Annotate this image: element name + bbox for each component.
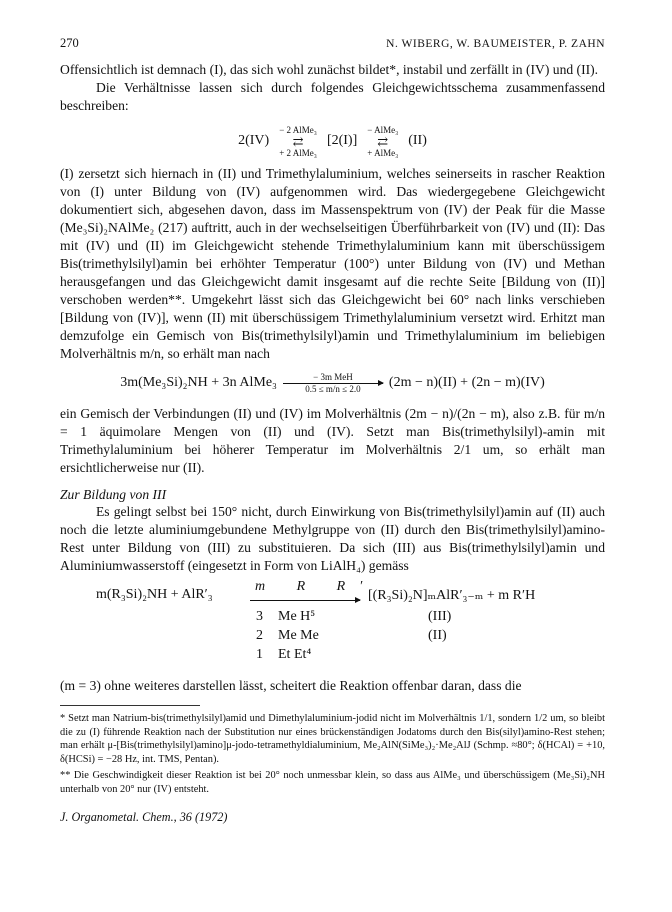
eq3-m: 3 [256,609,263,624]
eq3-table [256,607,378,664]
eq3-m: 1 [256,647,263,662]
page-number: 270 [60,36,79,50]
running-header [60,36,605,51]
eq1-left: 2(IV) [238,133,270,148]
footnote-1: * Setzt man Natrium-bis(trimethylsilyl)amid und Dimethylaluminium-jodid nicht im Molverhältnis 1/1, sondern 1/2 um, so bleibt die zu (I) führende Reaktion nach der Substitution nur eines brückenständigen Jodatoms durch den Bis(silyl)amino-Rest stehen; man erhält μ-[Bis(trimethylsilyl)amino]μ-jodo-tetramethyldialuminium, Me₂AlN(SiMe₃)₂·Me₂AlJ (Schmp. ≈80°; δ(HCAl) = +10, δ(HCSi) = −28 Hz, int. TMS, Pentan). [60,713,605,765]
footnote-2: ** Die Geschwindigkeit dieser Reaktion ist bei 20° noch unmessbar klein, so dass aus AlMe₃ und überschüssigem (Me₃Si)₂NH unterhalb von 20° nur (IV) entsteht. [60,770,605,795]
right-arrow-icon [250,600,360,601]
paragraph-6: (m = 3) ohne weiteres darstellen lässt, scheitert die Reaktion offenbar daran, dass die [60,678,522,693]
eq3-rhs: [(R₃Si)₂N]ₘAlR′₃₋ₘ + m R′H [368,588,536,603]
eq3-r: Me H⁵ [278,609,316,624]
eq3-r: Et Et⁴ [278,647,312,662]
paragraph-2: Die Verhältnisse lassen sich durch folgendes Gleichgewichtsschema zusammenfassend beschreiben: [60,80,605,113]
equilibrium-scheme [60,119,605,163]
eq2-arrow-top: − 3m MeH [313,371,353,382]
journal-reference: J. Organometal. Chem., 36 (1972) [60,810,228,824]
eq1-arrow-1 [279,125,317,158]
equilibrium-arrow-icon: ⇄ [377,133,389,149]
eq1-arrow1-bottom: + 2 AlMe₃ [279,147,317,158]
paragraph-3: (I) zersetzt sich hiernach in (II) und Trimethylaluminium, welches seinerseits in rascher Reaktion von (I) unter Bildung von (IV) aufgenommen wird. Das wiedergegebene Gleichgewicht dokumentiert sich, abgesehen davon, dass im Massenspektrum von (IV) der Peak für die Masse (Me₃Si)₂NAlMe₂ (217) auftritt, auch in der wechselseitigen Überführbarkeit von (IV) und (II): Das mit (IV) und (II) im Gleichgewicht stehende Trimethylaluminium kann mit überschüssigem Bis(trimethylsilyl)amin bei erhöhter Temperatur (100°) unter Bildung von (IV) und Methan herausgefangen und das Gleichgewicht damit insgesamt auf die rechte Seite [Bildung von (II)] verschoben werden**. Umgekehrt lässt sich das Gleichgewicht bei 60° nach links verschieben [Bildung von (IV)], wenn (II) mit überschüssigem Trimethylaluminium versetzt wird. Erhitzt man demzufolge ein Gemisch von Bis(trimethylsilyl)amin und Trimethylaluminium im beliebigen Molverhältnis m/n, so erhält man nach [60,166,605,361]
eq1-right: (II) [408,133,427,148]
eq3-id: (II) [428,628,447,643]
eq1-middle: [2(I)] [326,133,358,148]
page [60,36,605,825]
eq1-arrow2-bottom: + AlMe₃ [367,147,399,158]
eq2-right: (2m − n)(II) + (2n − m)(IV) [388,375,545,390]
eq1-arrow-2 [367,125,398,158]
eq2-arrow [283,372,383,395]
eq1-arrow1-top: − 2 AlMe₃ [279,124,317,135]
eq3-lhs: m(R₃Si)₂NH + AlR′₃ [96,587,213,602]
eq2-left: 3m(Me₃Si)₂NH + 3n AlMe₃ [120,375,277,390]
eq3-row [256,626,378,645]
reaction-equation-3 [60,579,605,673]
eq3-row [256,607,378,626]
running-authors: N. WIBERG, W. BAUMEISTER, P. ZAHN [386,38,605,50]
eq3-m: 2 [256,628,263,643]
section-title: Zur Bildung von III [60,487,167,502]
eq3-header: m R R′ [255,579,377,594]
right-arrow-icon [283,383,383,384]
reaction-equation-2 [60,365,605,401]
equilibrium-arrow-icon: ⇄ [292,133,304,149]
eq3-row [256,645,378,664]
eq3-compound-ids [368,607,451,645]
footnote-divider [60,705,200,706]
paragraph-1: Offensichtlich ist demnach (I), das sich wohl zunächst bildet*, instabil und zerfällt in (IV) und (II). [60,62,599,77]
eq2-arrow-bottom: 0.5 ≤ m/n ≤ 2.0 [305,383,361,394]
paragraph-5: Es gelingt selbst bei 150° nicht, durch Einwirkung von Bis(trimethylsilyl)amin auf (II) auch noch die letzte aluminiumgebundene Methylgruppe von (II) durch den Bis(trimethylsilyl)amino-Rest unter Bildung von (III) zu substituieren. Da sich (III) aus Bis(trimethylsilyl)amin und Aluminiumwasserstoff (eingesetzt in Form von LiAlH₄) gemäss [60,504,605,573]
eq3-r: Me Me [278,628,319,643]
paragraph-4: ein Gemisch der Verbindungen (II) und (IV) im Molverhältnis (2m − n)/(2n − m), also z.B. für m/n = 1 äquimolare Mengen von (II) und (IV). Setzt man Bis(trimethylsilyl)-amin mit Trimethylaluminium bei höherer Temperatur im Molverhältnis 2/1 um, so erhält man ersichtlicherweise nur (II). [60,406,605,475]
eq3-id: (III) [428,609,452,624]
eq1-arrow2-top: − AlMe₃ [367,124,399,135]
